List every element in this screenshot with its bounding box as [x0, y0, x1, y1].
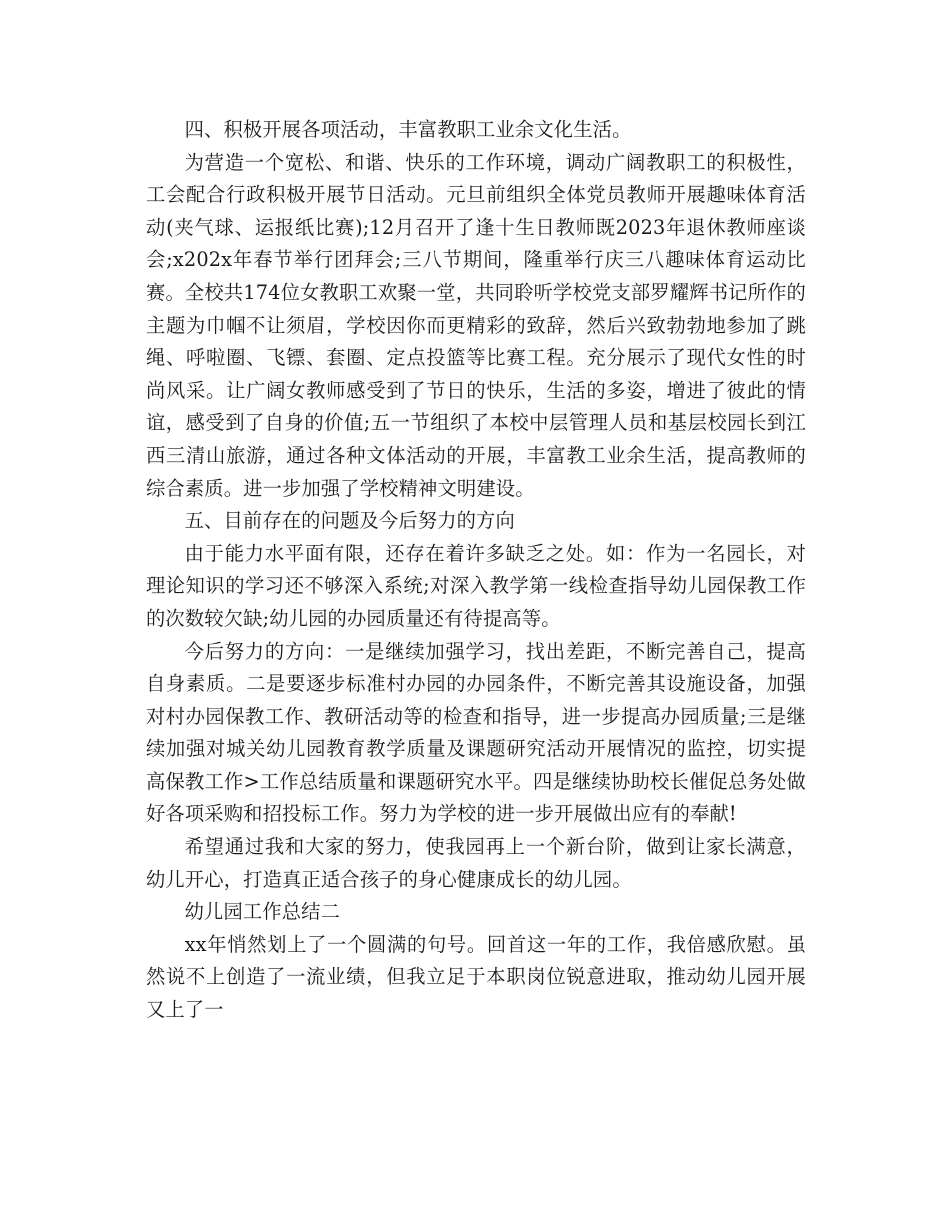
paragraph-future-direction: 今后努力的方向：一是继续加强学习，找出差距，不断完善自己，提高自身素质。二是要逐步标准村办园的办园条件，不断完善其设施设备，加强对村办园保教工作、教研活动等的检查和指导，进一步提高办园质量;三是继续加强对城关幼儿园教育教学质量及课题研究活动开展情况的监控，切实提高保教工作>工作总结质量和课题研究水平。四是继续协助校长催促总务处做好各项采购和招投标工作。努力为学校的进一步开展做出应有的奉献!: [146, 639, 806, 826]
paragraph-summary-two: xx年悄然划上了一个圆满的句号。回首这一年的工作，我倍感欣慰。虽然说不上创造了一流业绩，但我立足于本职岗位锐意进取，推动幼儿园开展又上了一: [146, 932, 806, 1022]
section-heading-summary-two: 幼儿园工作总结二: [184, 900, 341, 924]
section-heading-activities: 四、积极开展各项活动，丰富教职工业余文化生活。: [184, 118, 632, 141]
paragraph-shortcomings: 由于能力水平面有限，还存在着许多缺乏之处。如：作为一名园长，对理论知识的学习还不够深入系统;对深入教学第一线检查指导幼儿园保教工作的次数较欠缺;幼儿园的办园质量还有待提高等。: [146, 541, 806, 630]
document-page: [146, 114, 806, 1027]
section-heading-problems: 五、目前存在的问题及今后努力的方向: [184, 509, 515, 533]
paragraph-activities: 为营造一个宽松、和谐、快乐的工作环境，调动广阔教职工的积极性，工会配合行政积极开展节日活动。元旦前组织全体党员教师开展趣味体育活动(夹气球、运报纸比赛);12月召开了逢十生日教师既2023年退休教师座谈会;x202x年春节举行团拜会;三八节期间，隆重举行庆三八趣味体育运动比赛。全校共174位女教职工欢聚一堂，共同聆听学校党支部罗耀辉书记所作的主题为巾帼不让须眉，学校因你而更精彩的致辞，然后兴致勃勃地参加了跳绳、呼啦圈、飞镖、套圈、定点投篮等比赛工程。充分展示了现代女性的时尚风采。让广阔女教师感受到了节日的快乐，生活的多姿，增进了彼此的情谊，感受到了自身的价值;五一节组织了本校中层管理人员和基层校园长到江西三清山旅游，通过各种文体活动的开展，丰富教工业余生活，提高教师的综合素质。进一步加强了学校精神文明建设。: [146, 150, 806, 500]
paragraph-hope: 希望通过我和大家的努力，使我园再上一个新台阶，做到让家长满意，幼儿开心，打造真正适合孩子的身心健康成长的幼儿园。: [146, 835, 806, 891]
